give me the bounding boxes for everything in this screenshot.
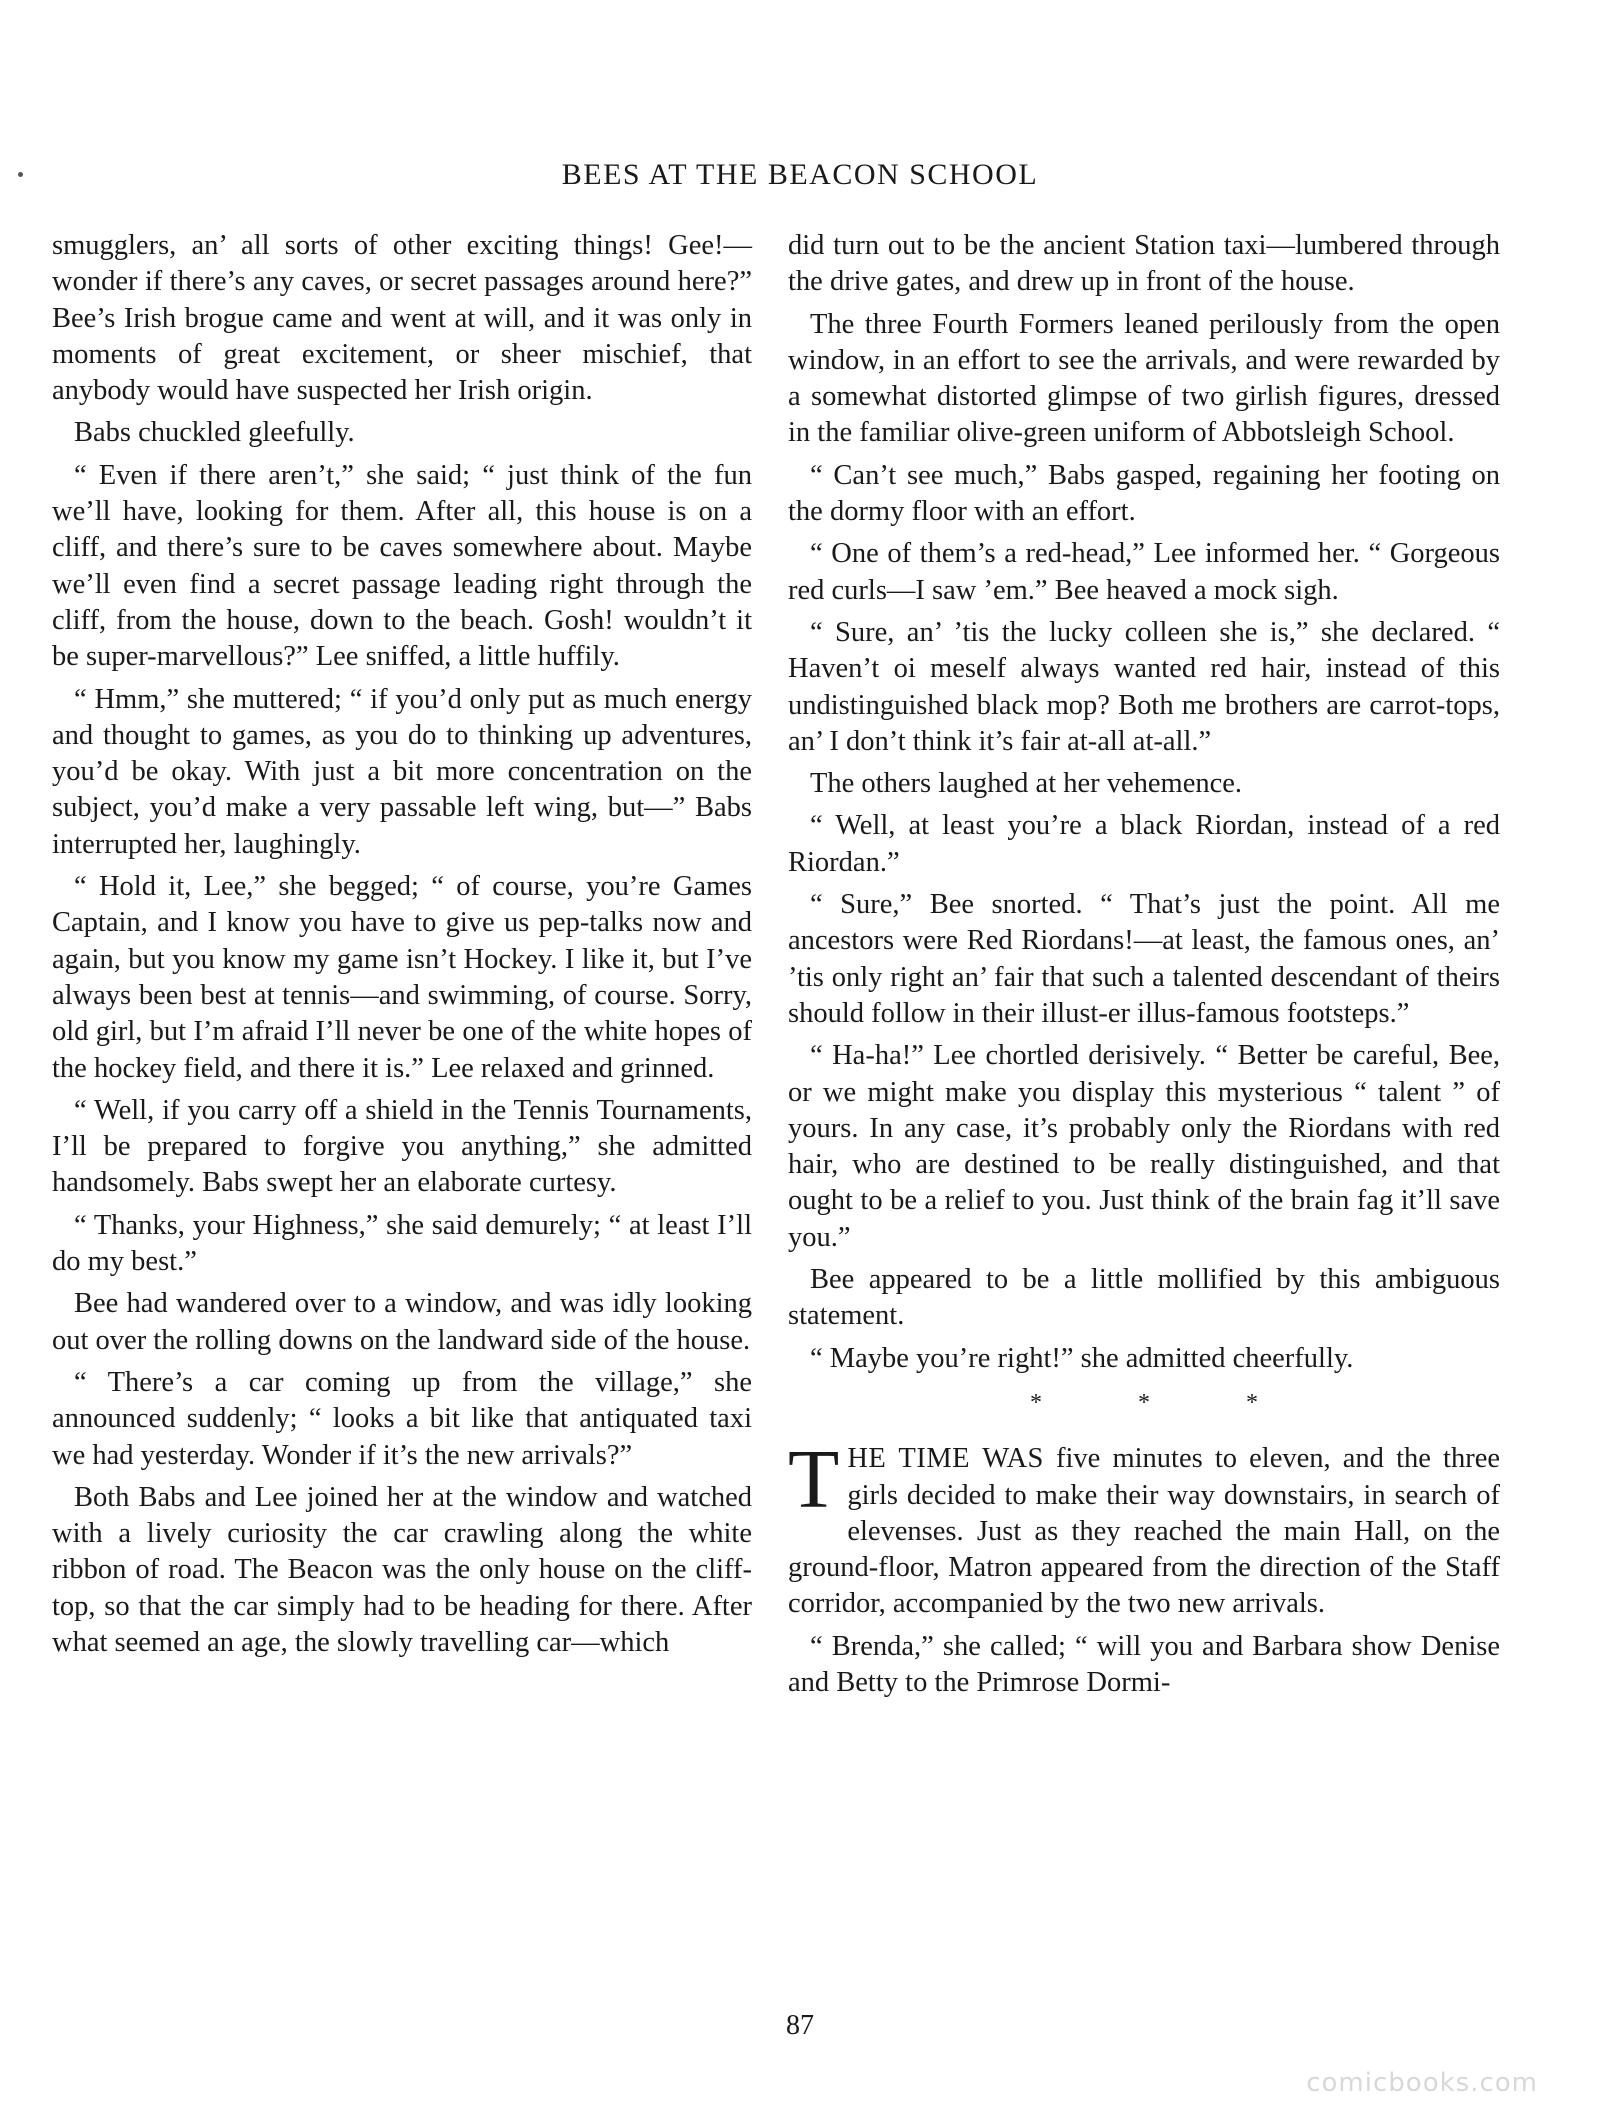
paragraph: “ Sure, an’ ’tis the lucky colleen she is,” she declared. “ Haven’t oi meself always wanted red hair, instead of this undistinguished black mop? Both me brothers are carrot-tops, an’ I don’t think it’s fair at-all at-all.” xyxy=(788,616,1500,757)
paragraph: “ Hold it, Lee,” she begged; “ of course, you’re Games Captain, and I know you have to give us pep-talks now and again, but you know my game isn’t Hockey. I like it, but I’ve always been best at tennis—and swimming, of course. Sorry, old girl, but I’m afraid I’ll never be one of the white hopes of the hockey field, and there it is.” Lee relaxed and grinned. xyxy=(52,871,752,1084)
paragraph: Bee appeared to be a little mollified by this ambiguous statement. xyxy=(788,1264,1500,1332)
watermark: comicbooks.com xyxy=(1306,2068,1538,2098)
paragraph: “ Can’t see much,” Babs gasped, regaining her footing on the dormy floor with an effort. xyxy=(788,459,1500,528)
paragraph: “ Ha-ha!” Lee chortled derisively. “ Better be careful, Bee, or we might make you display this mysterious “ talent ” of yours. In any case, it’s probably only the Riordans with red hair, who are destined to be really distinguished, and that ought to be a relief to you. Just think of the brain fag it’ll save you.” xyxy=(788,1040,1500,1253)
paragraph: “ Even if there aren’t,” she said; “ just think of the fun we’ll have, looking for them. After all, this house is on a cliff, and there’s sure to be caves somewhere about. Maybe we’ll even find a secret passage leading right through the cliff, from the house, down to the beach. Gosh! wouldn’t it be super-marvellous?” Lee sniffed, a little huffily. xyxy=(52,459,752,673)
paragraph: “ Well, if you carry off a shield in the Tennis Tournaments, I’ll be prepared to forgive you anything,” she admitted handsomely. Babs swept her an elaborate curtesy. xyxy=(52,1094,752,1199)
paragraph: “ There’s a car coming up from the village,” she announced suddenly; “ looks a bit like that antiquated taxi we had yesterday. Wonder if it’s the new arrivals?” xyxy=(52,1366,752,1471)
paragraph: Both Babs and Lee joined her at the window and watched with a lively curiosity the car crawling along the white ribbon of road. The Beacon was the only house on the cliff-top, so that the car simply had to be heading for there. After what seemed an age, the slowly travelling car—which xyxy=(52,1481,752,1658)
drop-cap: T xyxy=(788,1433,840,1527)
paragraph: “ Maybe you’re right!” she admitted cheerfully. xyxy=(810,1342,1354,1374)
paragraph: “ Hmm,” she muttered; “ if you’d only put as much energy and thought to games, as you do to thinking up adventures, you’d be okay. With just a bit more concentration on the subject, you’d make a very passable left wing, but—” Babs interrupted her, laughingly. xyxy=(52,683,752,860)
right-column xyxy=(788,228,1500,1707)
paragraph: “ Sure,” Bee snorted. “ That’s just the point. All me ancestors were Red Riordans!—at least, the famous ones, an’ ’tis only right an’ fair that such a talented descendant of theirs should follow in their illust-er illus-famous footsteps.” xyxy=(788,889,1500,1029)
section-break: * * * xyxy=(1030,1389,1258,1416)
paragraph: The others laughed at her vehemence. xyxy=(810,768,1243,800)
left-column xyxy=(52,228,752,1667)
paragraph: did turn out to be the ancient Station taxi—lumbered through the drive gates, and drew up in front of the house. xyxy=(788,230,1500,298)
paragraph: “ One of them’s a red-head,” Lee informed her. “ Gorgeous red curls—I saw ’em.” Bee heaved a mock sigh. xyxy=(788,538,1500,606)
running-head: BEES AT THE BEACON SCHOOL xyxy=(561,158,1039,191)
paragraph: “ Thanks, your Highness,” she said demurely; “ at least I’ll do my best.” xyxy=(52,1209,752,1278)
paragraph: The three Fourth Formers leaned perilously from the open window, in an effort to see the arrivals, and were rewarded by a somewhat distorted glimpse of two girlish figures, dressed in the familiar olive-green uniform of Abbotsleigh School. xyxy=(788,308,1500,449)
paragraph: Babs chuckled gleefully. xyxy=(74,417,355,449)
paragraph: Bee had wandered over to a window, and was idly looking out over the rolling downs on the landward side of the house. xyxy=(52,1288,752,1356)
paragraph: “ Well, at least you’re a black Riordan, instead of a red Riordan.” xyxy=(788,810,1500,878)
paragraph-text: five minutes to eleven, and the three girls decided to make their way downstairs, in search of elevenses. Just as they reached the main Hall, on the ground-floor, Matron appeared from the direction of the Staff corridor, accompanied by the two new arrivals. xyxy=(788,1443,1500,1620)
paragraph: smugglers, an’ all sorts of other exciting things! Gee!—wonder if there’s any caves, or secret passages around here?” Bee’s Irish brogue came and went at will, and it was only in moments of great excitement, or sheer mischief, that anybody would have suspected her Irish origin. xyxy=(52,230,752,407)
small-caps-lead: HE TIME WAS xyxy=(847,1443,1044,1475)
paragraph: “ Brenda,” she called; “ will you and Barbara show Denise and Betty to the Primrose Dormi- xyxy=(788,1630,1500,1698)
page-number: 87 xyxy=(786,2010,814,2041)
chapter-opening-paragraph xyxy=(788,1433,1500,1622)
